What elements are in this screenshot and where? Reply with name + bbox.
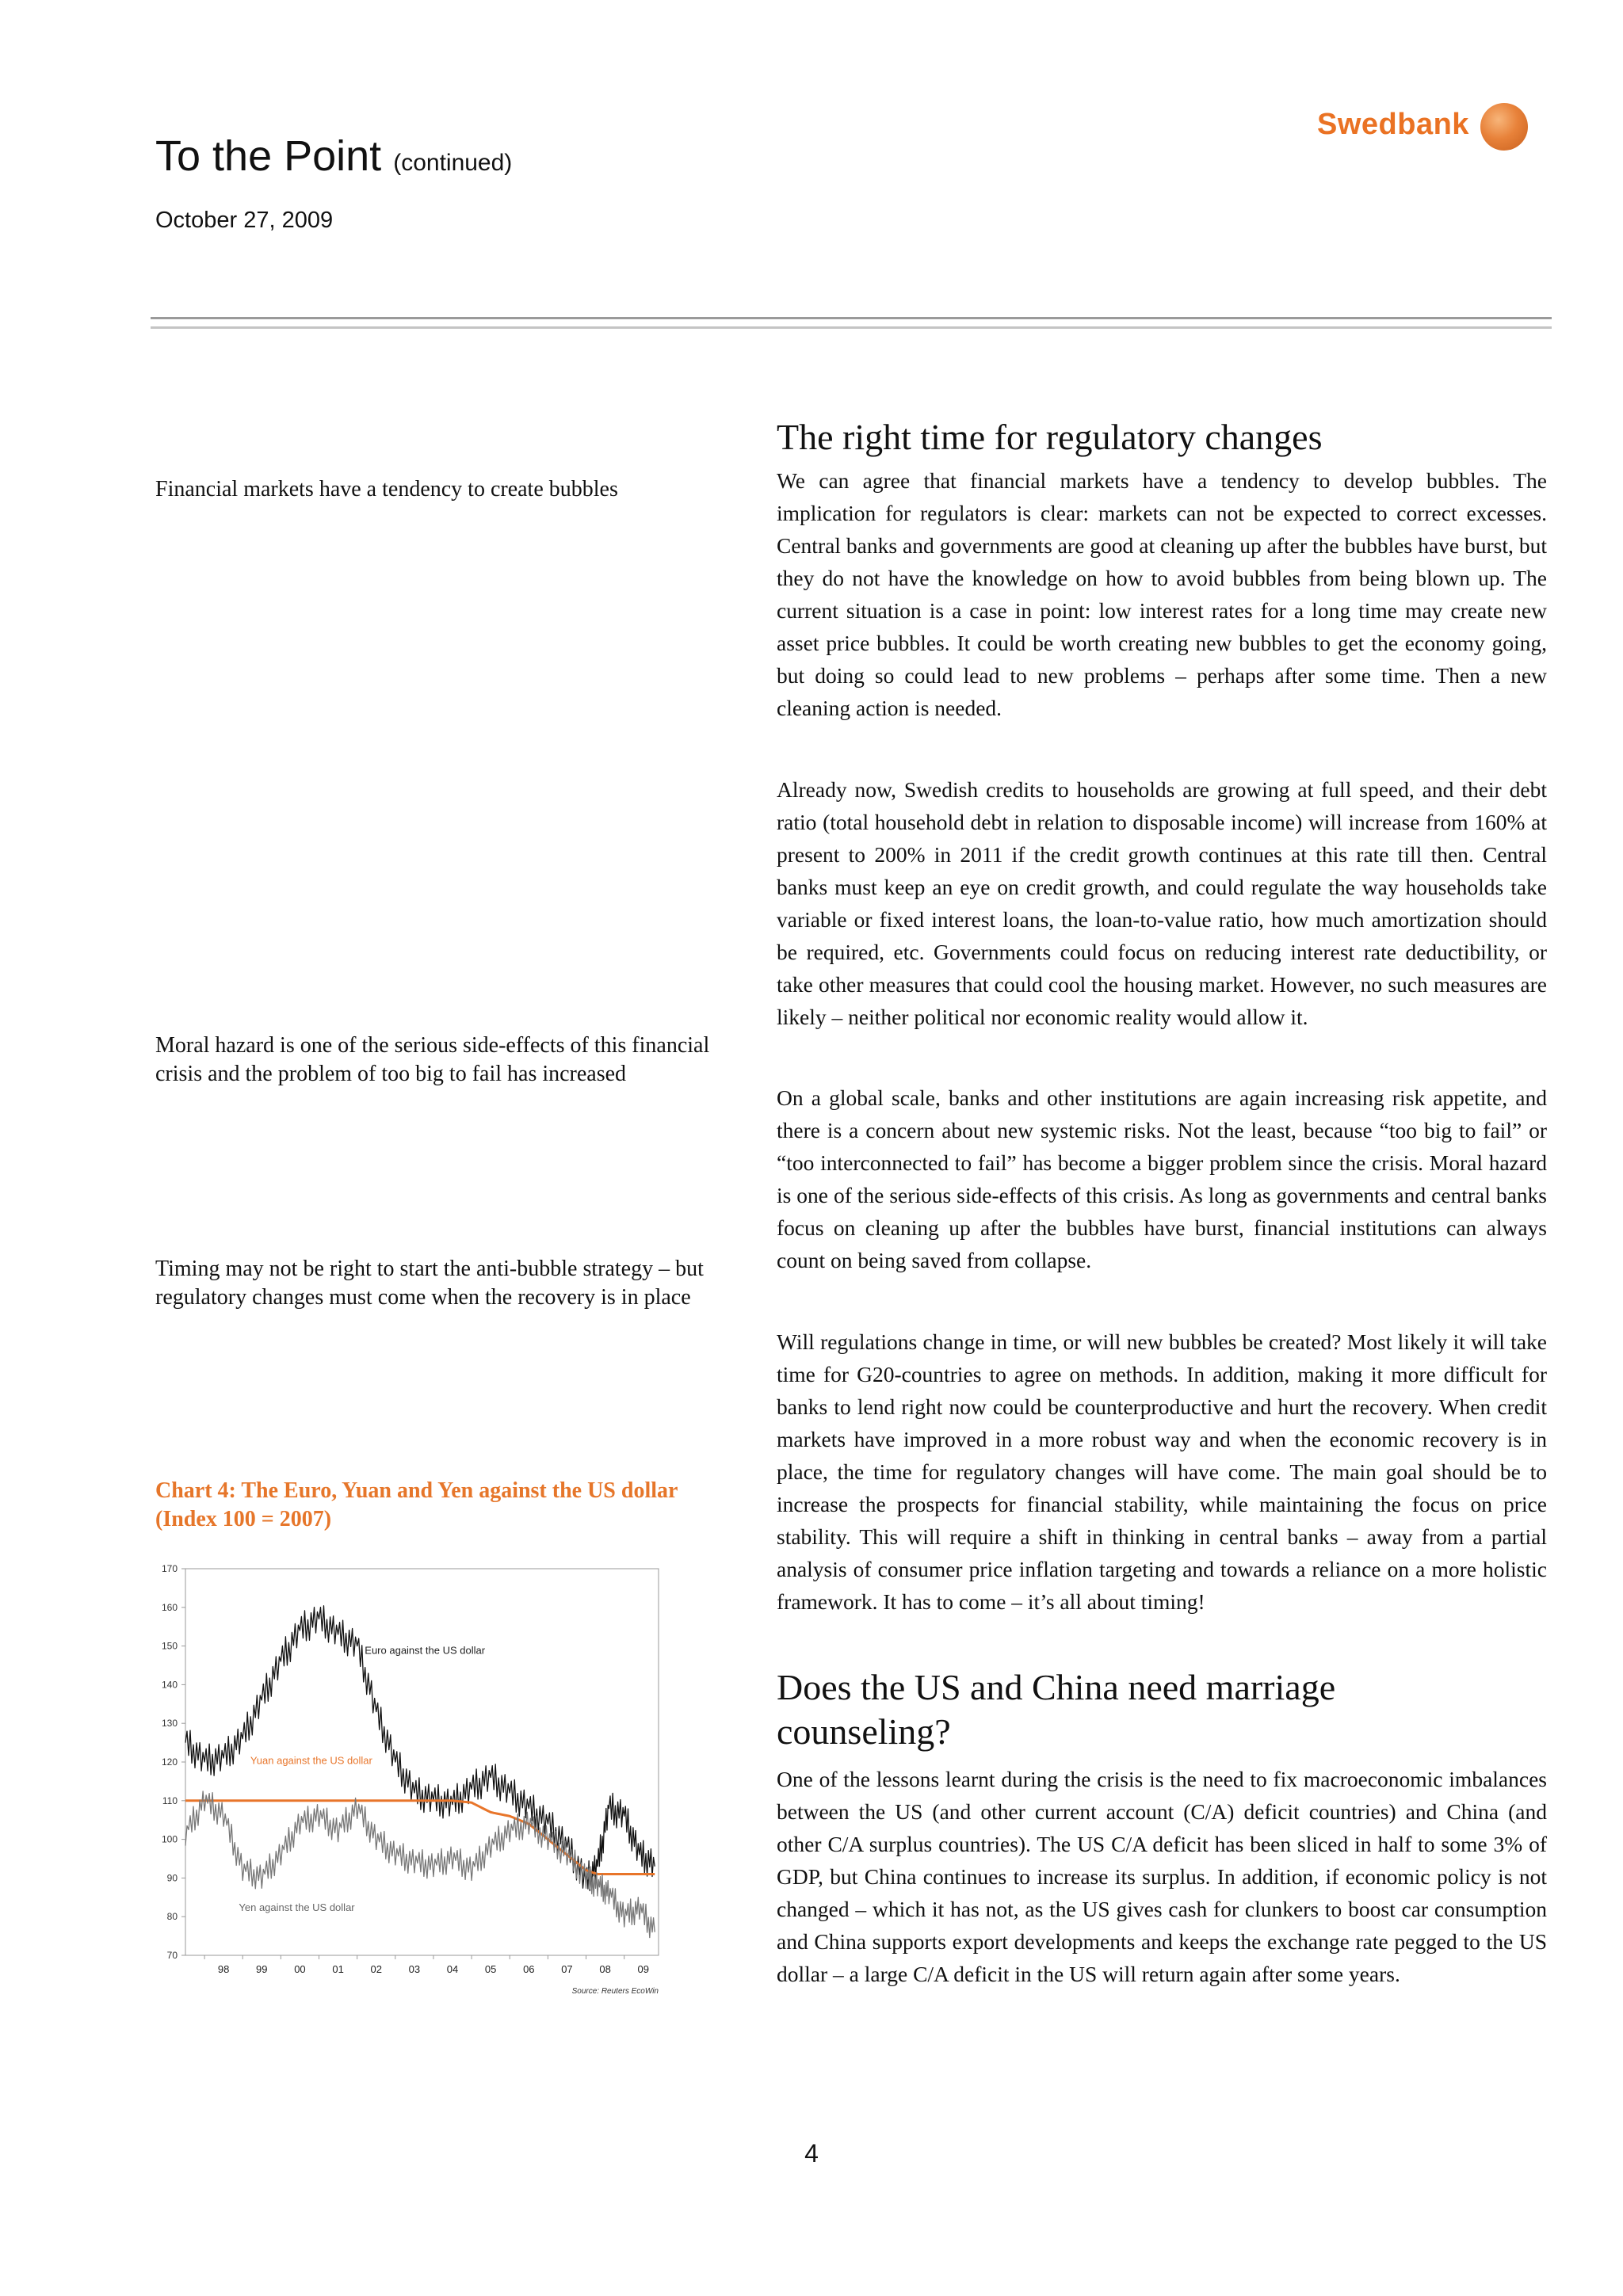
y-tick-label: 80 <box>166 1911 178 1923</box>
y-tick-label: 170 <box>161 1563 178 1574</box>
y-tick-label: 150 <box>161 1640 178 1652</box>
x-tick-label: 99 <box>256 1963 268 1975</box>
x-tick-label: 09 <box>637 1963 649 1975</box>
chart-caption: Chart 4: The Euro, Yuan and Yen against the US dollar (Index 100 = 2007) <box>155 1478 678 1531</box>
series-label: Yen against the US dollar <box>239 1901 355 1913</box>
sidenote-moral-hazard: Moral hazard is one of the serious side-effects of this financial crisis and the problem of too big to fail has increased <box>155 1033 710 1086</box>
x-tick-label: 03 <box>408 1963 421 1975</box>
paragraph: We can agree that financial markets have a tendency to develop bubbles. The implication for regulators is clear: markets can not be expected to correct excesses. Central banks and governments are good at cleaning up after the bubbles have burst, but they do not have the knowledge on how to avoid bubbles from being blown up. The current situation is a case in point: low interest rates for a long time may create new asset price bubbles. It could be worth creating new bubbles to get the economy going, but doing so could lead to new problems – perhaps after some time. Then a new cleaning action is needed. <box>777 468 1547 720</box>
y-tick-label: 70 <box>166 1950 178 1961</box>
swedbank-logo <box>1317 101 1531 154</box>
page-date: October 27, 2009 <box>155 208 334 233</box>
page-number: 4 <box>804 2139 819 2168</box>
chart-source: Source: Reuters EcoWin <box>571 1987 659 1996</box>
page-title <box>155 132 512 181</box>
title-continued: (continued) <box>393 150 513 176</box>
series-line <box>185 1791 655 1938</box>
x-tick-label: 01 <box>332 1963 344 1975</box>
y-tick-label: 90 <box>166 1872 178 1884</box>
x-tick-label: 00 <box>294 1963 306 1975</box>
y-tick-label: 100 <box>161 1833 178 1845</box>
sidenote-bubbles: Financial markets have a tendency to create bubbles <box>155 477 618 502</box>
x-tick-label: 02 <box>370 1963 382 1975</box>
section-heading-regulatory: The right time for regulatory changes <box>777 417 1323 457</box>
header-divider <box>151 317 1552 329</box>
section-heading-us-china <box>777 1665 1335 1754</box>
currency-chart <box>155 1551 678 2011</box>
title-text: To the Point <box>155 132 382 180</box>
y-tick-label: 140 <box>161 1679 178 1691</box>
paragraph: Will regulations change in time, or will new bubbles be created? Most likely it will take time for G20-countries to agree on methods. In addition, making it more difficult for banks to lend right now could be counterproductive and hurt the recovery. When credit markets have improved in a more robust way and when the economic recovery is in place, the time for regulatory changes will have come. The main goal should be to increase the prospects for financial stability, while maintaining the focus on price stability. This will require a shift in thinking in central banks – away from a partial analysis of consumer price inflation targeting and towards a reliance on a more holistic framework. It has to come – it’s all about timing! <box>777 1329 1547 1614</box>
x-tick-label: 05 <box>484 1963 497 1975</box>
heading-line: counseling? <box>777 1711 951 1752</box>
y-tick-label: 160 <box>161 1601 178 1613</box>
series-label: Yuan against the US dollar <box>250 1754 372 1767</box>
y-tick-label: 120 <box>161 1756 178 1768</box>
series-label: Euro against the US dollar <box>365 1644 486 1657</box>
y-tick-label: 130 <box>161 1718 178 1730</box>
sidenote-timing: Timing may not be right to start the anti-bubble strategy – but regulatory changes must come when the recovery is in place <box>155 1257 704 1310</box>
x-tick-label: 06 <box>523 1963 535 1975</box>
x-tick-label: 08 <box>599 1963 611 1975</box>
paragraph: Already now, Swedish credits to households are growing at full speed, and their debt ratio (total household debt in relation to disposable income) will increase from 160% at present to 200% in 2011 if the credit growth continues at this rate till then. Central banks must keep an eye on credit growth, and could regulate the way households take variable or fixed interest loans, the loan-to-value ratio, how much amortization should be required, etc. Governments could focus on reducing interest rate deductibility, or take other measures that could cool the housing market. However, no such measures are likely – neither political nor economic reality would allow it. <box>777 777 1547 1029</box>
x-tick-label: 07 <box>561 1963 573 1975</box>
y-tick-label: 110 <box>162 1794 178 1806</box>
x-tick-label: 98 <box>217 1963 230 1975</box>
paragraph: On a global scale, banks and other institutions are again increasing risk appetite, and there is a concern about new systemic risks. Not the least, because “too big to fail” or “too interconnected to fail” has become a bigger problem since the crisis. Moral hazard is one of the serious side-effects of this crisis. As long as governments and central banks focus on cleaning up after the bubbles have burst, financial institutions can always count on being saved from collapse. <box>777 1085 1547 1272</box>
logo-text: Swedbank <box>1317 108 1469 141</box>
logo-emblem-icon <box>1480 103 1528 151</box>
paragraph: One of the lessons learnt during the crisis is the need to fix macroeconomic imbalances between the US (and other current account (C/A) deficit countries) and China (and other C/A surplus countries). The US C/A deficit has been sliced in half to some 3% of GDP, but China continues to increase its surplus. In addition, if economic policy is not changed – which it has not, as the US gives cash for clunkers to boost car consumption and China supports export developments and keeps the exchange rate pegged to the US dollar – a large C/A deficit in the US will return again after some years. <box>777 1767 1547 1986</box>
x-tick-label: 04 <box>446 1963 459 1975</box>
heading-line: Does the US and China need marriage <box>777 1667 1336 1707</box>
